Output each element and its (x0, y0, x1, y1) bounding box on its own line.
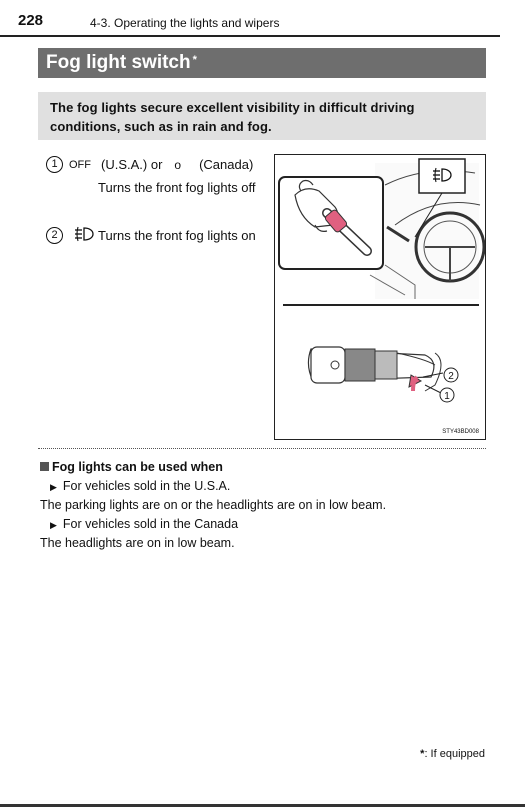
canada-off-symbol: o (174, 157, 182, 172)
figure-code: STY43BD008 (442, 429, 479, 435)
position-description: Turns the front fog lights off (98, 180, 256, 195)
footnote (420, 748, 485, 760)
section-title-text: Fog light switch (46, 52, 191, 73)
intro-text: The fog lights secure excellent visibility in difficult driving conditions, such as in rain and fog. (50, 100, 415, 134)
condition-text: For vehicles sold in the Canada (62, 516, 239, 531)
footnote-mark: * (420, 748, 425, 760)
illustration-drawing (275, 155, 485, 439)
notes-section (40, 458, 500, 553)
square-bullet-icon (40, 462, 49, 471)
footnote-text: : If equipped (424, 748, 485, 760)
position-description: Turns the front fog lights on (98, 228, 256, 243)
equipped-mark: * (192, 54, 197, 66)
off-label: OFF (69, 158, 91, 171)
callout-1: 1 (444, 391, 450, 402)
page-number: 228 (18, 12, 44, 29)
page-header (0, 10, 525, 40)
front-fog-light-icon (73, 226, 95, 245)
callout-2: 2 (448, 371, 454, 382)
triangle-bullet-icon: ▶ (50, 481, 57, 492)
position-number: 2 (46, 227, 63, 244)
intro-box (38, 92, 486, 140)
switch-position-2 (46, 226, 266, 245)
footer-rule (0, 804, 525, 807)
condition-usa-detail: The parking lights are on or the headlights are on in low beam. (40, 498, 387, 512)
position-number: 1 (46, 156, 63, 173)
condition-canada-detail: The headlights are on in low beam. (40, 536, 235, 550)
notes-heading-text: Fog lights can be used when (52, 460, 223, 474)
usa-label: (U.S.A.) or (101, 157, 163, 173)
section-divider (38, 448, 486, 449)
condition-text: For vehicles sold in the U.S.A. (62, 478, 231, 493)
condition-usa (40, 477, 500, 497)
header-rule (0, 35, 500, 37)
condition-canada (40, 515, 500, 535)
triangle-bullet-icon: ▶ (50, 519, 57, 530)
header-section-title: 4-3. Operating the lights and wipers (90, 16, 280, 30)
canada-label: (Canada) (199, 157, 254, 173)
section-title (38, 48, 486, 78)
notes-heading (40, 458, 500, 477)
switch-position-1 (46, 156, 266, 195)
fog-switch-illustration (274, 154, 486, 440)
